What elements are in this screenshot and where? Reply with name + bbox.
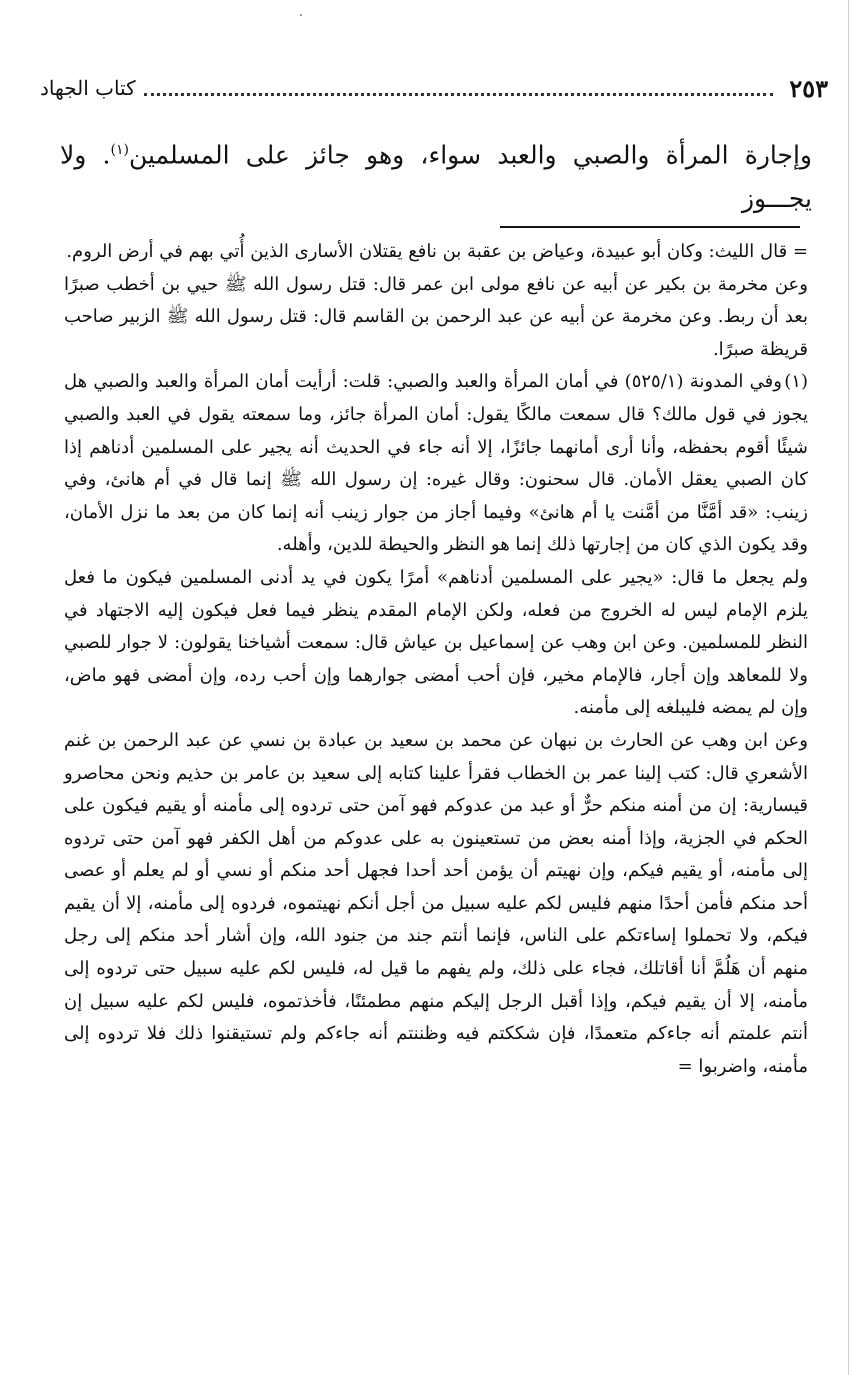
- main-text: [60, 128, 812, 221]
- page-number: ٢٥٣: [789, 73, 828, 103]
- footnote-paragraph: [64, 562, 808, 725]
- footnote-text: وفي المدونة (٥٢٥/١) في أمان المرأة والعبد والصبي: قلت: أرأيت أمان المرأة والعبد والصبي هل يجوز في قول مالك؟ قال سمعت مالكًا يقول: أمان المرأة جائز، وما سمعته يقول في العبد والصبي شيئًا أقوم بحفظه، وأنا أرى أمانهما جائزًا، إلا أنه جاء في الحديث أنه يجير على المسلمين أدناهم إذا كان الصبي يعقل الأمان. قال سحنون: وقال غيره: إن رسول الله ﷺ إنما قال في أم هانئ، وفي زينب: «قد أمَّنَّا من أمَّنت يا أم هانئ» وفيما أجاز من جوار زينب أنه إنما كان من بعد ما نزل الأمان، وقد يكون الذي كان من إجارتها ذلك إنما هو النظر والحيطة للدين، وأهله.: [64, 371, 808, 556]
- footnote-paragraph: [64, 366, 808, 562]
- scan-speck: [300, 14, 302, 16]
- running-title: كتاب الجهاد: [40, 76, 136, 100]
- footnote-separator: [500, 226, 800, 228]
- main-text-continuation: . ولا يجـــوز: [60, 140, 812, 214]
- footnote-paragraph: [64, 236, 808, 269]
- footnote-text: = قال الليث: وكان أبو عبيدة، وعياض بن عقبة بن نافع يقتلان الأسارى الذين أُتي بهم في أرض الروم.: [66, 241, 808, 262]
- footnote-marker: (١): [784, 371, 808, 393]
- main-text-line: وإجارة المرأة والصبي والعبد سواء، وهو جائز على المسلمين: [128, 140, 812, 170]
- footnote-paragraph: [64, 269, 808, 367]
- page-edge-line: [848, 0, 849, 1375]
- footnote-text: وعن مخرمة بن بكير عن أبيه عن نافع مولى ابن عمر قال: قتل رسول الله ﷺ حيي بن أخطب صبرًا بعد أن ربط. وعن مخرمة عن أبيه عن عبد الرحمن بن القاسم قال: قتل رسول الله ﷺ الزبير صاحب قريظة صبرًا.: [64, 273, 808, 360]
- footnote-reference: (١): [110, 142, 129, 158]
- dotted-leader: [144, 93, 774, 96]
- page-header: [40, 70, 828, 106]
- footnotes: [64, 236, 808, 1083]
- footnote-text: ولم يجعل ما قال: «يجير على المسلمين أدناهم» أمرًا يكون في يد أدنى المسلمين فيكون ما فعل يلزم الإمام ليس له الخروج من فعله، ولكن الإمام المقدم ينظر فيما فعل فيكون إليه الاجتهاد في النظر للمسلمين. وعن ابن وهب عن إسماعيل بن عياش قال: سمعت أشياخنا يقولون: لا جوار للصبي ولا للمعاهد وإن أجار، فالإمام مخير، فإن أحب أمضى جوارهما وإن أحب رده، وإن أمضى فهو ماض، وإن لم يمضه فليبلغه إلى مأمنه.: [64, 566, 808, 719]
- footnote-text: وعن ابن وهب عن الحارث بن نبهان عن محمد بن سعيد بن عبادة بن نسي عن عبد الرحمن بن غنم الأشعري قال: كتب إلينا عمر بن الخطاب فقرأ علينا كتابه إلى سعيد بن عامر بن حذيم ونحن محاصرو قيسارية: إن من أمنه منكم حرٌّ أو عبد من عدوكم فهو آمن حتى تردوه إلى مأمنه أو يقيم فيكون على الحكم في الجزية، وإذا أمنه بعض من تستعينون به على عدوكم من أهل الكفر فهو آمن حتى تردوه إلى مأمنه، أو يقيم فيكم، وإن نهيتم أن يؤمن أحد أحدا فجهل أحد منكم أو نسي أو لم يعلم أو عصى أحد منكم فأمن أحدًا منهم فليس لكم عليه سبيل من أجل أنكم نهيتموه، فردوه إلى مأمنه، إلا أن يقيم فيكم، ولا تحملوا إساءتكم على الناس، فإنما أنتم جند من جنود الله، وإن أشار أحد منكم إلى رجل منهم أن هَلُمَّ أنا أقاتلك، فجاء على ذلك، ولم يفهم ما قيل له، فليس لكم عليه سبيل حتى تردوه إلى مأمنه، إلا أن يقيم فيكم، وإذا أقبل الرجل إليكم منهم مطمئنًا، فأخذتموه، فليس لكم عليه سبيل إن أنتم علمتم أنه جاءكم متعمدًا، فإن شككتم فيه وظننتم أنه جاءكم ولم تستيقنوا ذلك فلا تردوه إلى مأمنه، واضربوا =: [64, 729, 808, 1077]
- footnote-paragraph: [64, 725, 808, 1084]
